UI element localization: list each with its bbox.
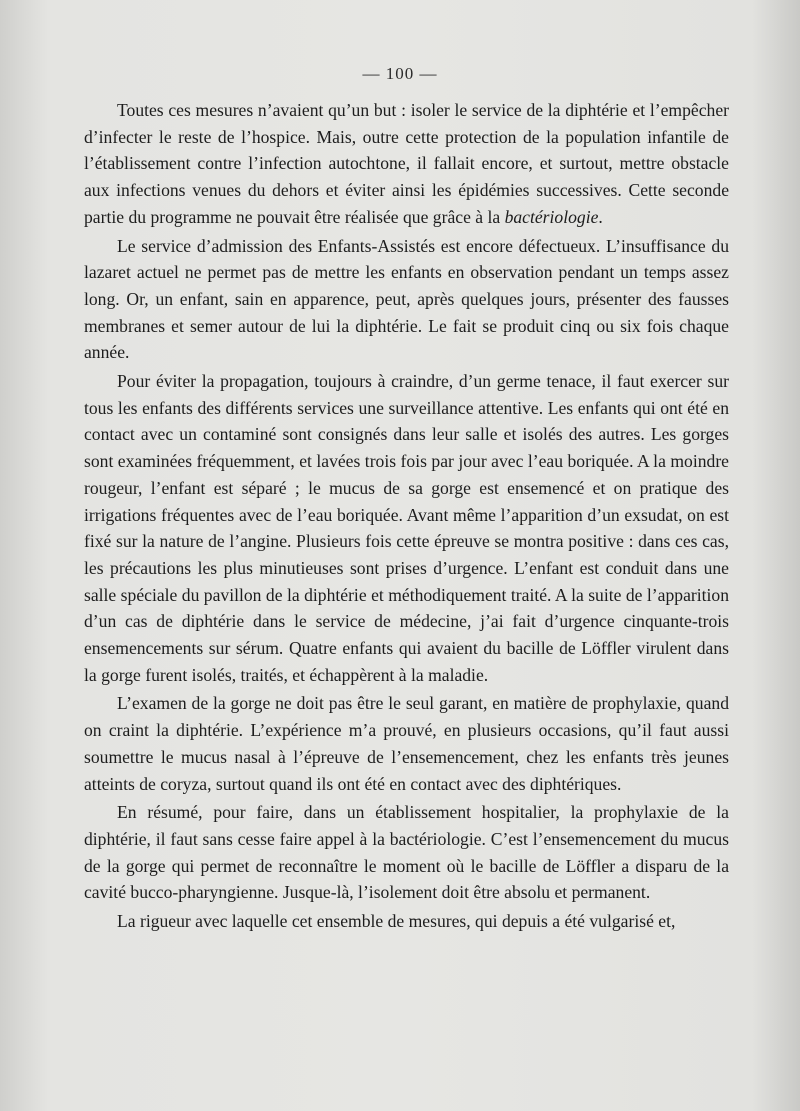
paragraph-1 xyxy=(84,97,729,231)
page-number: — 100 — xyxy=(362,64,438,83)
paragraph-5: En résumé, pour faire, dans un établissement hospitalier, la prophylaxie de la diphtérie, il faut sans cesse faire appel à la bactériologie. C’est l’ensemencement du mucus de la gorge qui permet de reconnaître le moment où le bacille de Löffler a disparu de la cavité bucco-pharyngienne. Jusque-là, l’isolement doit être absolu et permanent. xyxy=(84,802,729,903)
paragraph-1-text: Toutes ces mesures n’avaient qu’un but : isoler le service de la diphtérie et l’empêcher d’infecter le reste de l’hospice. Mais, outre cette protection de la population infantile de l’établissement contre l’infection autochtone, il fallait encore, et surtout, mettre obstacle aux infections venues du dehors et éviter ainsi les épidémies successives. Cette seconde partie du programme ne pouvait être réalisée que grâce à la xyxy=(84,100,729,227)
page-body xyxy=(84,97,729,935)
paragraph-3: Pour éviter la propagation, toujours à craindre, d’un germe tenace, il faut exercer sur tous les enfants des différents services une surveillance attentive. Les enfants qui ont été en contact avec un contaminé sont consignés dans leur salle et isolés des autres. Les gorges sont examinées fréquemment, et lavées trois fois par jour avec l’eau boriquée. A la moindre rougeur, l’enfant est séparé ; le mucus de sa gorge est ensemencé et on pratique des irrigations fréquentes avec de l’eau boriquée. Avant même l’apparition d’un exsudat, on est fixé sur la nature de l’angine. Plusieurs fois cette épreuve se montra positive : dans ces cas, les précautions les plus minutieuses sont prises d’urgence. L’enfant est conduit dans une salle spéciale du pavillon de la diphtérie et méthodiquement traité. A la suite de l’apparition d’un cas de diphtérie dans le service de médecine, j’ai fait d’urgence cinquante-trois ensemencements sur sérum. Quatre enfants qui avaient du bacille de Löffler virulent dans la gorge furent isolés, traités, et échappèrent à la maladie. xyxy=(84,371,729,685)
paragraph-2: Le service d’admission des Enfants-Assistés est encore défectueux. L’insuffisance du lazaret actuel ne permet pas de mettre les enfants en observation pendant un temps assez long. Or, un enfant, sain en apparence, peut, après quelques jours, présenter des fausses membranes et semer autour de lui la diphtérie. Le fait se produit cinq ou six fois chaque année. xyxy=(84,235,729,363)
paragraph-4: L’examen de la gorge ne doit pas être le seul garant, en matière de prophylaxie, quand on craint la diphtérie. L’expérience m’a prouvé, en plusieurs occasions, qu’il faut aussi soumettre le mucus nasal à l’épreuve de l’ensemencement, chez les enfants très jeunes atteints de coryza, surtout quand ils ont été en contact avec des diphtériques. xyxy=(84,693,729,794)
paragraph-1-end: . xyxy=(598,206,603,227)
paragraph-6: La rigueur avec laquelle cet ensemble de mesures, qui depuis a été vulgarisé et, xyxy=(117,911,676,932)
paragraph-1-italic: bactériologie xyxy=(504,206,599,227)
